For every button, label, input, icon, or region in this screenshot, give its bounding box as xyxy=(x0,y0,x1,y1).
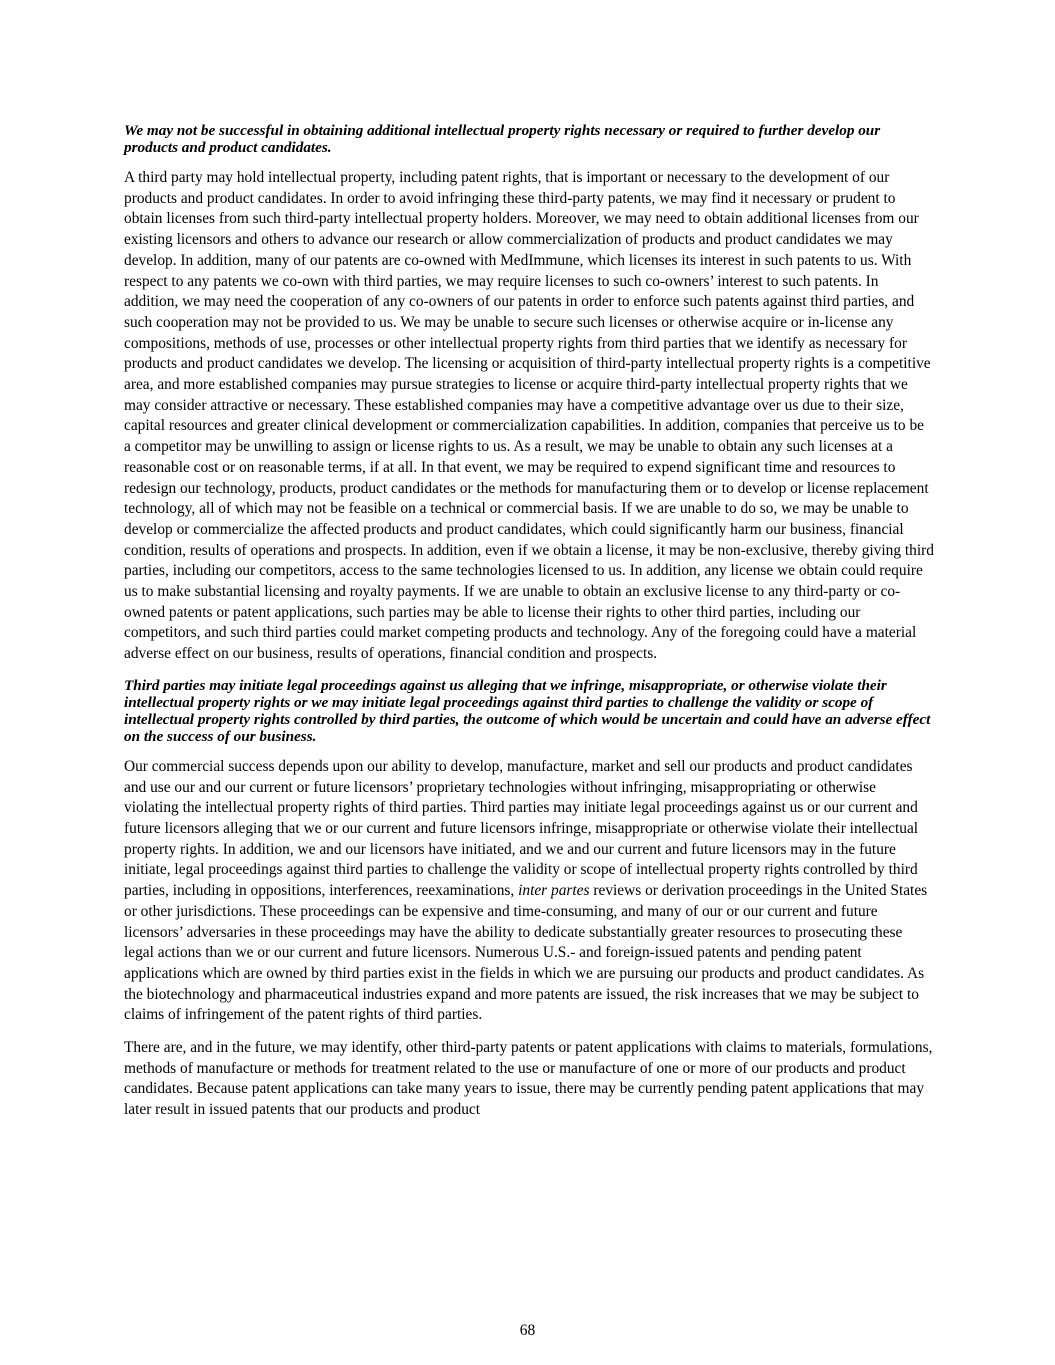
document-body xyxy=(124,122,934,1133)
italic-term: inter partes xyxy=(518,882,590,900)
body-paragraph: A third party may hold intellectual property, including patent rights, that is important or necessary to the development of our products and product candidates. In order to avoid infringing these third-party patents, we may find it necessary or prudent to obtain licenses from such third-party intellectual property holders. Moreover, we may need to obtain additional licenses from our existing licensors and others to advance our research or allow commercialization of products and product candidates we may develop. In addition, many of our patents are co-owned with MedImmune, which licenses its interest in such patents to us. With respect to any patents we co-own with third parties, we may require licenses to such co-owners’ interest to such patents. In addition, we may need the cooperation of any co-owners of our patents in order to enforce such patents against third parties, and such cooperation may not be provided to us. We may be unable to secure such licenses or otherwise acquire or in-license any compositions, methods of use, processes or other intellectual property rights from third parties that we identify as necessary for products and product candidates we develop. The licensing or acquisition of third-party intellectual property rights is a competitive area, and more established companies may pursue strategies to license or acquire third-party intellectual property rights that we may consider attractive or necessary. These established companies may have a competitive advantage over us due to their size, capital resources and greater clinical development or commercialization capabilities. In addition, companies that perceive us to be a competitor may be unwilling to assign or license rights to us. As a result, we may be unable to obtain any such licenses at a reasonable cost or on reasonable terms, if at all. In that event, we may be required to expend significant time and resources to redesign our technology, products, product candidates or the methods for manufacturing them or to develop or license replacement technology, all of which may not be feasible on a technical or commercial basis. If we are unable to do so, we may be unable to develop or commercialize the affected products and product candidates, which could significantly harm our business, financial condition, results of operations and prospects. In addition, even if we obtain a license, it may be non-exclusive, thereby giving third parties, including our competitors, access to the same technologies licensed to us. In addition, any license we obtain could require us to make substantial licensing and royalty payments. If we are unable to obtain an exclusive license to any third-party or co-owned patents or patent applications, such parties may be able to license their rights to other third parties, including our competitors, and such third parties could market competing products and technology. Any of the foregoing could have a material adverse effect on our business, results of operations, financial condition and prospects. xyxy=(124,169,934,663)
section-heading: Third parties may initiate legal proceedings against us alleging that we infringe, misappropriate, or otherwise violate their intellectual property rights or we may initiate legal proceedings against third parties to challenge the validity or scope of intellectual property rights controlled by third parties, the outcome of which would be uncertain and could have an adverse effect on the success of our business. xyxy=(124,676,931,745)
body-paragraph: There are, and in the future, we may identify, other third-party patents or patent applications with claims to materials, formulations, methods of manufacture or methods for treatment related to the use or manufacture of one or more of our products and product candidates. Because patent applications can take many years to issue, there may be currently pending patent applications that may later result in issued patents that our products and product xyxy=(124,1039,933,1119)
paragraph-text: reviews or derivation proceedings in the United States or other jurisdictions. These proceedings can be expensive and time-consuming, and many of our or our current and future licensors’ adversaries in these proceedings may have the ability to dedicate substantially greater resources to prosecuting these legal actions than we or our current and future licensors. Numerous U.S.- and foreign-issued patents and pending patent applications which are owned by third parties exist in the fields in which we are pursuing our products and product candidates. As the biotechnology and pharmaceutical industries expand and more patents are issued, the risk increases that we may be subject to claims of infringement of the patent rights of third parties. xyxy=(124,882,928,1024)
section-heading: We may not be successful in obtaining additional intellectual property rights necessary or required to further develop our products and product candidates. xyxy=(124,122,881,156)
body-paragraph xyxy=(124,757,934,1026)
paragraph-text: Our commercial success depends upon our ability to develop, manufacture, market and sell our products and product candidates and use our and our current or future licensors’ proprietary technologies without infringing, misappropriating or otherwise violating the intellectual property rights of third parties. Third parties may initiate legal proceedings against us or our current and future licensors alleging that we or our current and future licensors infringe, misappropriate or otherwise violate their intellectual property rights. In addition, we and our licensors have initiated, and we and our current and future licensors may in the future initiate, legal proceedings against third parties to challenge the validity or scope of intellectual property rights controlled by third parties, including in oppositions, interferences, reexaminations, xyxy=(124,757,919,900)
page-number: 68 xyxy=(519,1322,536,1339)
